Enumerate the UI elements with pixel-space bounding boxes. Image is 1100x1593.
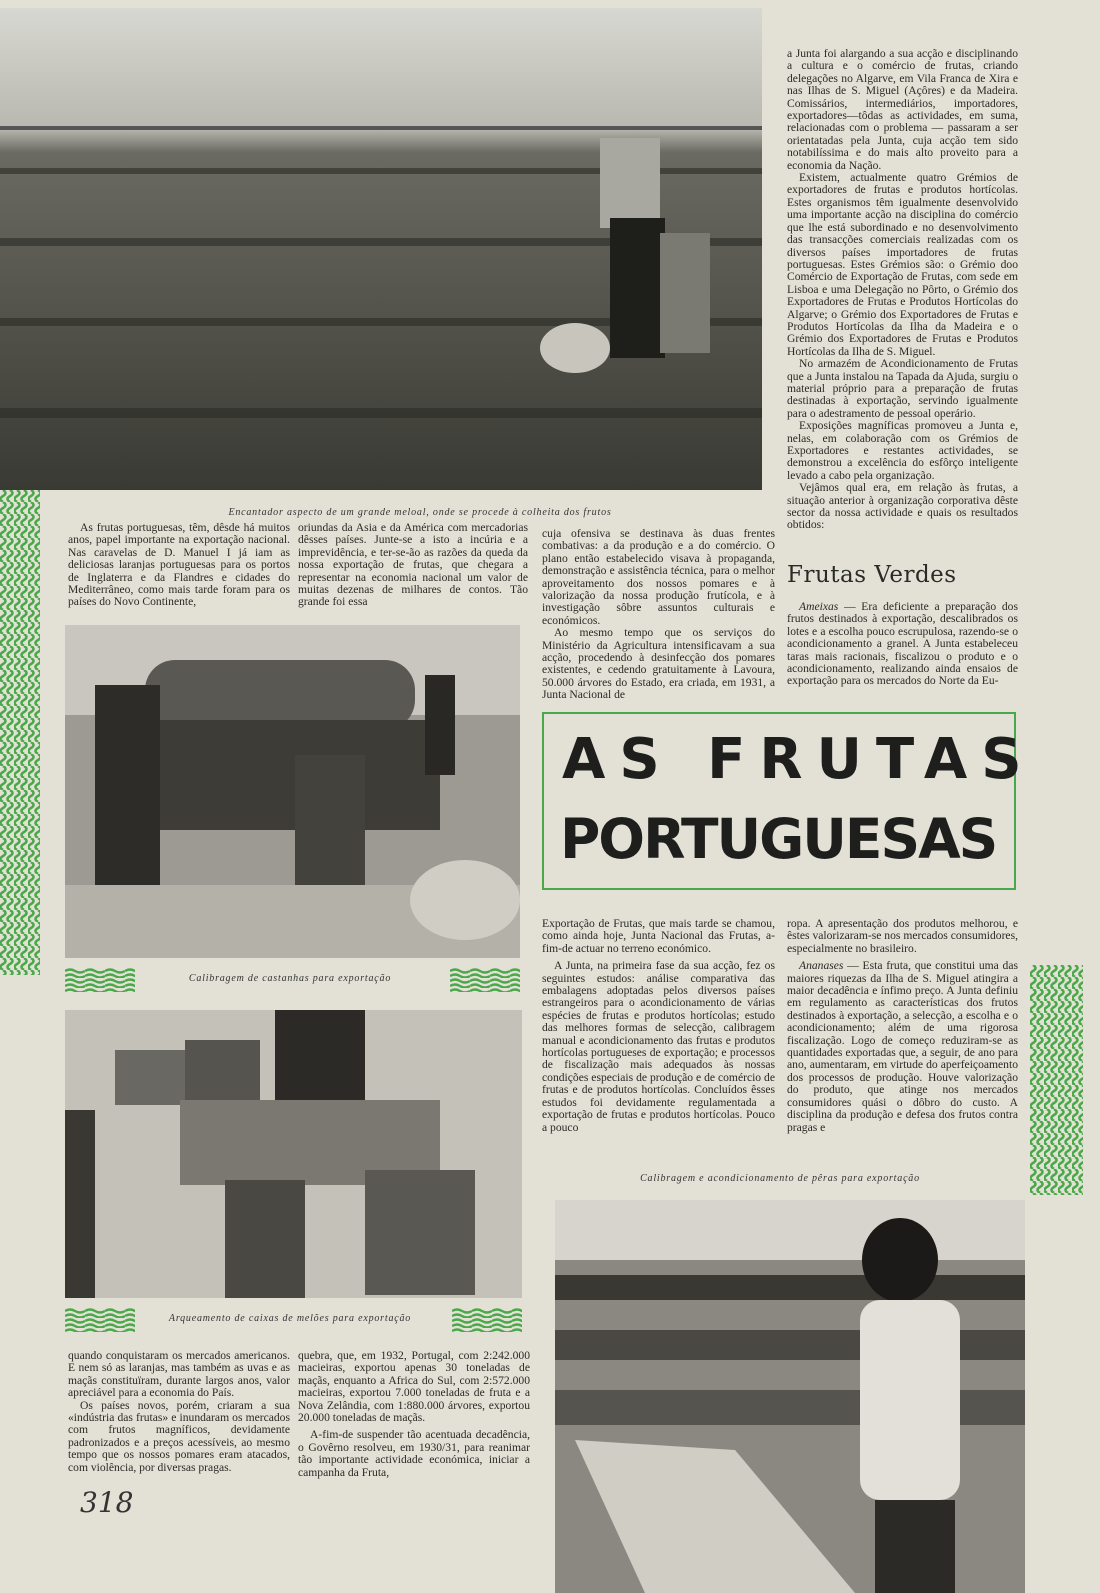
title-line-1: AS FRUTAS [562,727,1036,792]
paragraph: oriundas da Asia e da América com mercadorias dêsses países. Junte-se a isto a incúria e a imprevidência, e ter-se-ão as razões da queda da nossa exportação de frutas, que chegara a representar na economia nacional um valor de muitas dezenas de milhares de contos. Tão grande foi essa [298,521,528,609]
paragraph-text: — Esta fruta, que constitui uma das maiores riquezas da Ilha de S. Miguel atingira a maior decadência e ínfimo preço. A Junta definiu em regulamento as características dos frutos destinados à exportação, a selecção, a escolha e o acondicionamento; além de uma rigorosa fiscalização. Logo de começo reduziram-se as quantidades exportadas que, a seguir, de ano para ano, aumentaram, em virtude do aperfeiçoamento dos processos de produção. Houve valorização do produto, que atinge nos mercados consumidores quási o dôbro do custo. A disciplina da produção e defesa dos frutos contra pragas e [787,959,1018,1134]
paragraph: ropa. A apresentação dos produtos melhorou, e êstes valorizaram-se nos mercados consumidores, especialmente no brasileiro. [787,917,1018,955]
paragraph: Vejâmos qual era, em relação às frutas, a situação anterior à organização corporativa dêste sector da nossa actividade e quais os resultados obtidos: [787,481,1018,532]
paragraph-text: — Era deficiente a preparação dos frutos destinados à exportação, descalibrados os lotes e a escolha pouco escrupulosa, razendo-se o acondicionamento a granel. A Junta estabeleceu taras mais racionais, fiscalizou o produto e o acondicionamento, realizando ainda ensaios de exportação para os mercados do Norte da Eu- [787,600,1018,688]
decorative-wave-right [452,1308,522,1332]
text-col-center-mid [542,918,775,1134]
text-ameixas [787,601,1018,688]
paragraph: No armazém de Acondicionamento de Frutas que a Junta instalou na Tapada da Ajuda, surgiu o material próprio para a preparação de frutas destinadas à exportação, servindo igualmente para o adestramento de pessoal operário. [787,357,1018,420]
text-col-right-mid [787,918,1018,1134]
page-number: 318 [80,1486,134,1519]
paragraph: cuja ofensiva se destinava às duas frentes combativas: a da produção e a do comércio. O plano então estabelecido visava à propaganda, demonstração e assistência técnica, para o melhor aproveitamento dos nossos pomares e à valorização da nossa produção frutícola, e à investigação sôbre assuntos culturais e económicos. [542,527,775,627]
paragraph: Os países novos, porém, criaram a sua «indústria das frutas» e inundaram os mercados com frutos magníficos, devidamente padronizados e a preços acessíveis, ao mesmo tempo que os nossos pomares eram atacados, com violência, por diversas pragas. [68,1398,290,1474]
paragraph: A Junta, na primeira fase da sua acção, fez os seguintes estudos: análise comparativa das embalagens adoptadas pelos diversos países estrangeiros para o acondicionamento de várias espécies de frutas e produtos hortícolas; estudo das melhores formas de selecção, calibragem manual e acondicionamento das frutas e produtos hortícolas portugueses de exportação; e processos de fiscalização mais adequados às nossas condições especiais de produção e de comércio de frutas e de produtos hortícolas. Concluídos êsses estudos foi devidamente regulamentada a exportação de frutas e produtos hortícolas. Pouco a pouco [542,959,775,1134]
paragraph: Exposições magníficas promoveu a Junta e, nelas, em colaboração com os Grémios de Exportadores e restantes actividades, se demonstrou a excelência do esfôrço inteligente levado a cabo pela organização. [787,419,1018,482]
photo-peras [555,1200,1025,1593]
decorative-wave-strip-right [1030,965,1083,1195]
text-col-2-top [298,522,528,609]
text-col-1-bottom [68,1350,290,1474]
paragraph: quando conquistaram os mercados americanos. E nem só as laranjas, mas também as uvas e as maçãs constituïram, durante largos anos, valor apreciável para a economia do País. [68,1349,290,1400]
text-col-3-top [542,528,775,702]
decorative-wave-strip-left [0,490,40,975]
photo-caixas [65,1010,522,1298]
lead-term: Ananases [799,959,844,973]
paragraph: Ao mesmo tempo que os serviços do Ministério da Agricultura intensificavam a sua acção, procedendo à desinfecção dos pomares existentes, e cedendo gratuitamente à Lavoura, 50.000 árvores do Estado, era criada, em 1931, a Junta Nacional de [542,626,775,702]
paragraph: Exportação de Frutas, que mais tarde se chamou, como ainda hoje, Junta Nacional das Frutas, a-fim-de actuar no terreno económico. [542,917,775,955]
decorative-wave-left [65,1308,135,1332]
caption-castanhas: Calibragem de castanhas para exportação [188,973,392,984]
caption-peras: Calibragem e acondicionamento de pêras para exportação [640,1173,920,1184]
decorative-wave-right [450,968,520,992]
text-right-column [787,48,1018,532]
article-title-box [542,712,1036,890]
text-col-2-bottom [298,1350,530,1479]
paragraph: a Junta foi alargando a sua acção e disciplinando a cultura e o comércio de frutas, criando delegações no Algarve, em Vila Franca de Xira e nas Ilhas de S. Miguel (Açôres) e da Madeira. Comissários, intermediários, importadores, exportadores—tôdas as actividades, em suma, relacionadas com o problema — passaram a ser orientatadas pela Junta, cuja acção tem sido notabilíssima e do mais alto proveito para a economia da Nação. [787,47,1018,172]
paragraph: Existem, actualmente quatro Grémios de exportadores de frutas e produtos hortícolas. Estes organismos têm igualmente desenvolvido uma importante acção na disciplina do comércio que lhe está subordinado e no desenvolvimento das transacções comerciais realizadas com os diversos países importadores de frutas portuguesas. Estes Grémios são: o Grémio doo Comércio de Exportação de Frutas, com sede em Lisboa e uma Delegação no Pôrto, o Grémio dos Exportadores de Frutas e Produtos Hortícolas do Algarve; o Grémio dos Exportadores de Frutas e Produtos Hortícolas da Ilha da Madeira e o Grémio dos Exportadores de Frutas e Produtos Hortícolas da Ilha de S. Miguel. [787,171,1018,358]
decorative-wave-left [65,968,135,992]
text-col-1-top [68,522,290,609]
section-heading: Frutas Verdes [787,562,957,588]
photo-meloal [0,8,762,490]
paragraph: A-fim-de suspender tão acentuada decadência, o Govêrno resolveu, em 1930/31, para reanimar tão importante actividade económica, iniciar a campanha da Fruta, [298,1428,530,1479]
paragraph: quebra, que, em 1932, Portugal, com 2:242.000 macieiras, exportou apenas 30 toneladas de maçãs, enquanto a Africa do Sul, com 2:572.000 macieiras, exportou 7.000 toneladas de fruta e a Nova Zelândia, com 1:880.000 árvores, exportou 20.000 toneladas de maçãs. [298,1349,530,1425]
paragraph: As frutas portuguesas, têm, dêsde há muitos anos, papel importante na exportação nacional. Nas caravelas de D. Manuel I já iam as deliciosas laranjas portuguesas para os portos de Inglaterra e da Flandres e cidades do Mediterrâneo, como mais tarde foram para os países do Novo Continente, [68,521,290,609]
lead-term: Ameixas [799,600,839,613]
caption-meloal: Encantador aspecto de um grande meloal, onde se procede à colheita dos frutos [228,507,612,518]
caption-caixas: Arqueamento de caixas de melões para exportação [168,1313,412,1324]
photo-castanhas [65,625,520,958]
title-line-2: PORTUGUESAS [560,807,997,871]
